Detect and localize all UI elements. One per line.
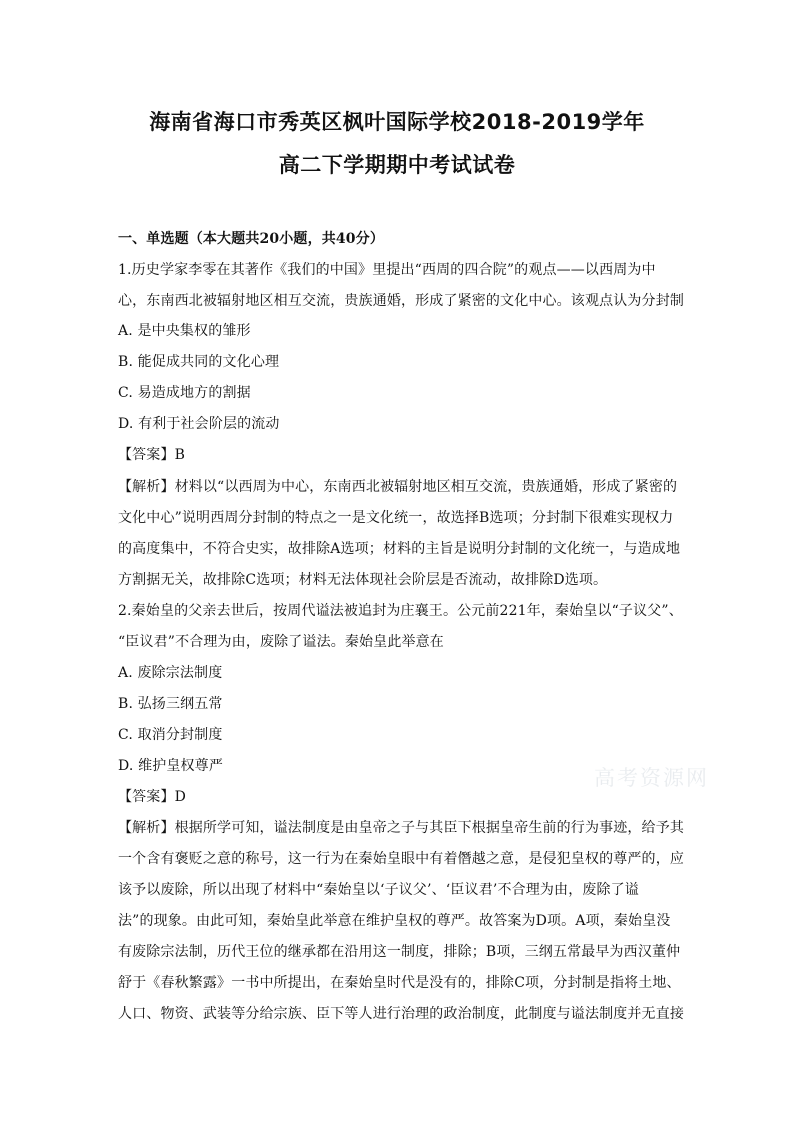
q1-stem-line: 心，东南西北被辐射地区相互交流，贵族通婚，形成了紧密的文化中心。该观点认为分封制 <box>118 293 684 309</box>
q2-stem-line: “臣议君”不合理为由，废除了谥法。秦始皇此举意在 <box>118 634 444 650</box>
document-title-line1: 海南省海口市秀英区枫叶国际学校2018-2019学年 <box>149 110 645 134</box>
section-header: 一、单选题（本大题共20小题，共40分） <box>118 231 384 247</box>
q2-stem-line: 2.秦始皇的父亲去世后，按周代谥法被追封为庄襄王。公元前221年，秦始皇以“子议父”、 <box>118 603 683 619</box>
q1-option-c: C. 易造成地方的割据 <box>118 385 251 401</box>
document-title-line2: 高二下学期期中考试试卷 <box>278 153 516 177</box>
q2-answer: 【答案】D <box>118 789 186 805</box>
q2-analysis-line: 人口、物资、武装等分给宗族、臣下等人进行治理的政治制度，此制度与谥法制度并无直接 <box>118 1006 684 1022</box>
q2-analysis-line: 该予以废除，所以出现了材料中“秦始皇以‘子议父’、‘臣议君’不合理为由，废除了谥 <box>118 882 639 898</box>
q2-option-c: C. 取消分封制度 <box>118 727 223 743</box>
q1-analysis-line: 方割据无关，故排除C选项；材料无法体现社会阶层是否流动，故排除D选项。 <box>118 572 608 588</box>
q2-option-a: A. 废除宗法制度 <box>118 665 223 681</box>
q2-option-b: B. 弘扬三纲五常 <box>118 696 223 712</box>
q2-analysis-line: 【解析】根据所学可知，谥法制度是由皇帝之子与其臣下根据皇帝生前的行为事迹，给予其 <box>118 820 684 836</box>
q1-option-d: D. 有利于社会阶层的流动 <box>118 416 280 432</box>
q2-option-d: D. 维护皇权尊严 <box>118 758 223 774</box>
q1-option-b: B. 能促成共同的文化心理 <box>118 354 280 370</box>
watermark: 高考资源网 <box>594 766 709 790</box>
q1-stem-line: 1.历史学家李零在其著作《我们的中国》里提出“西周的四合院”的观点——以西周为中 <box>118 262 656 278</box>
q2-analysis-line: 有废除宗法制，历代王位的继承都在沿用这一制度，排除；B项，三纲五常最早为西汉董仲 <box>118 944 681 960</box>
q2-analysis-line: 法”的现象。由此可知，秦始皇此举意在维护皇权的尊严。故答案为D项。A项，秦始皇没 <box>118 913 671 929</box>
q1-option-a: A. 是中央集权的雏形 <box>118 323 251 339</box>
q2-analysis-line: 舒于《春秋繁露》一书中所提出，在秦始皇时代是没有的，排除C项，分封制是指将土地、 <box>118 975 681 991</box>
q1-analysis-line: 的高度集中，不符合史实，故排除A选项；材料的主旨是说明分封制的文化统一，与造成地 <box>118 541 681 557</box>
q2-analysis-line: 一个含有褒贬之意的称号，这一行为在秦始皇眼中有着僭越之意，是侵犯皇权的尊严的，应 <box>118 851 684 867</box>
q1-analysis-line: 文化中心”说明西周分封制的特点之一是文化统一，故选择B选项；分封制下很难实现权力 <box>118 510 674 526</box>
q1-answer: 【答案】B <box>118 447 186 463</box>
q1-analysis-line: 【解析】材料以“以西周为中心，东南西北被辐射地区相互交流，贵族通婚，形成了紧密的 <box>118 479 678 495</box>
